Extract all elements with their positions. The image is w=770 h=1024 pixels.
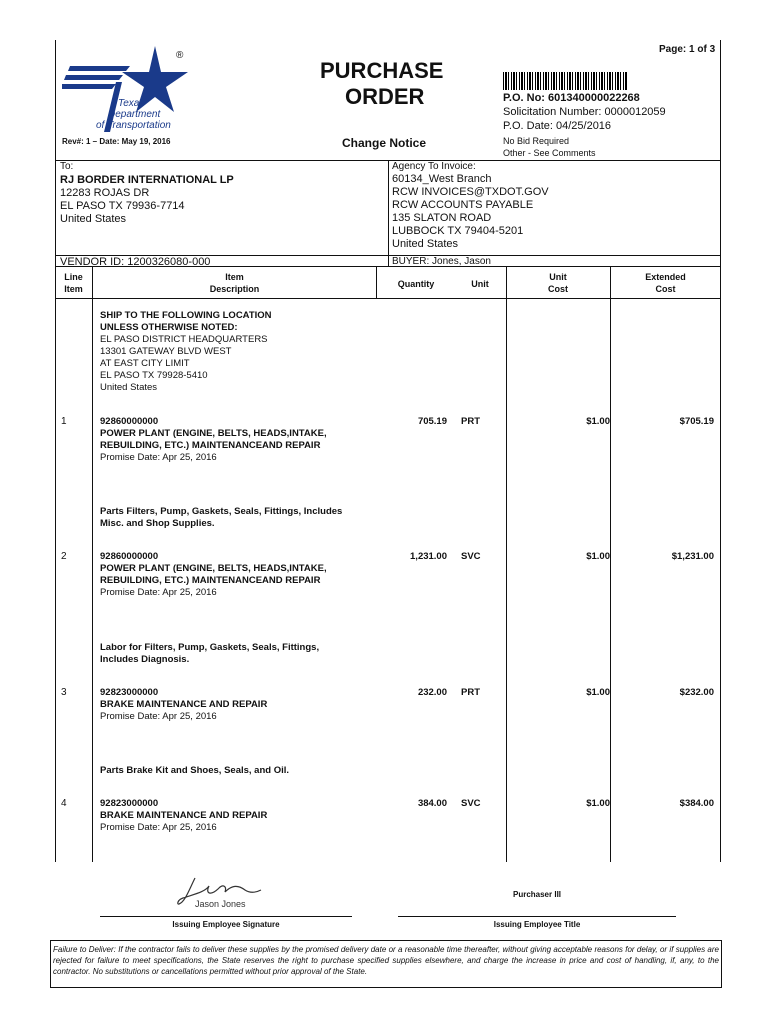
item-1-promise-date: Promise Date: Apr 25, 2016	[100, 452, 217, 463]
frame-right	[720, 40, 721, 862]
col-header-line-item	[55, 271, 92, 295]
ship-to-block	[100, 310, 272, 394]
logo-text-department: Department	[108, 109, 161, 120]
col-sep-4	[610, 266, 611, 862]
ship-line-3: EL PASO DISTRICT HEADQUARTERS	[100, 334, 268, 345]
item-4-line-number: 4	[61, 798, 67, 809]
item-1-line-number: 1	[61, 416, 67, 427]
col-header-quantity: Quantity	[397, 279, 435, 289]
solicitation-number: Solicitation Number: 0000012059	[503, 106, 666, 118]
item-1-desc-1: POWER PLANT (ENGINE, BELTS, HEADS,INTAKE,	[100, 428, 327, 439]
item-2-extended-cost: $1,231.00	[671, 551, 714, 562]
item-1-note-1: Parts Filters, Pump, Gaskets, Seals, Fittings, Includes	[100, 506, 343, 517]
frame-left	[55, 40, 56, 862]
item-1-description	[100, 416, 327, 464]
item-2-promise-date: Promise Date: Apr 25, 2016	[100, 587, 217, 598]
col-header-unit-cost-2: Cost	[548, 284, 568, 294]
agency-line-4: 135 SLATON ROAD	[392, 212, 492, 224]
item-1-unit-cost: $1.00	[586, 416, 610, 427]
page-number: Page: 1 of 3	[659, 44, 716, 55]
col-header-desc-item: Item	[225, 272, 244, 282]
vendor-address-2: EL PASO TX 79936-7714	[60, 200, 185, 212]
agency-line-5: LUBBOCK TX 79404-5201	[392, 225, 524, 237]
columns-bottom	[55, 298, 720, 299]
item-1-desc-2: REBUILDING, ETC.) MAINTENANCEAND REPAIR	[100, 440, 321, 451]
agency-line-3: RCW ACCOUNTS PAYABLE	[392, 199, 534, 211]
item-2-quantity: 1,231.00	[410, 551, 447, 562]
item-3-quantity: 232.00	[417, 687, 447, 698]
item-4-code: 92823000000	[100, 798, 159, 809]
item-3-desc-1: BRAKE MAINTENANCE AND REPAIR	[100, 699, 268, 710]
item-1-unit: PRT	[461, 416, 480, 427]
registered-mark: ®	[176, 50, 184, 61]
title-purchase: PURCHASE	[320, 58, 444, 83]
col-sep-1	[92, 266, 93, 862]
to-label: To:	[60, 161, 74, 172]
col-header-ext-cost-2: Cost	[655, 284, 676, 294]
item-3-promise-date: Promise Date: Apr 25, 2016	[100, 711, 217, 722]
ship-line-5: AT EAST CITY LIMIT	[100, 358, 190, 369]
ship-line-4: 13301 GATEWAY BLVD WEST	[100, 346, 232, 357]
ship-line-6: EL PASO TX 79928-5410	[100, 370, 208, 381]
col-header-line: Line	[64, 272, 83, 282]
item-4-description	[100, 798, 267, 834]
signature-name: Jason Jones	[195, 899, 246, 909]
title-order: ORDER	[345, 84, 425, 109]
col-header-unit-cost	[506, 271, 610, 295]
logo-text-transportation: of Transportation	[96, 120, 171, 131]
no-bid-required: No Bid Required	[503, 136, 570, 146]
agency-line-6: United States	[392, 238, 459, 250]
item-2-note	[100, 642, 319, 666]
col-header-unit: Unit	[471, 279, 489, 289]
failure-to-deliver-text: Failure to Deliver: If the contractor fails to deliver these supplies by the promised delivery date or a reasonable time thereafter, without giving acceptable reasons for delay, or if supplies are rejected for failure to meet specifications, the State reserves the right to purchase specified supplies elsewhere, and charge the increase in price and cost of handling, if, any, to the contractor. No substitutions or cancellations permitted without prior approval of the State.	[53, 945, 719, 976]
item-4-quantity: 384.00	[417, 798, 447, 809]
item-1-extended-cost: $705.19	[679, 416, 714, 427]
title-line	[398, 916, 676, 917]
revision-date: Rev#: 1 – Date: May 19, 2016	[62, 137, 171, 146]
item-4-unit-cost: $1.00	[586, 798, 610, 809]
txdot-logo	[60, 42, 195, 142]
employee-title-value: Purchaser III	[512, 890, 562, 899]
item-2-code: 92860000000	[100, 551, 159, 562]
item-2-line-number: 2	[61, 551, 67, 562]
failure-to-deliver-notice	[50, 940, 722, 988]
item-1-note	[100, 506, 342, 530]
vendor-name: RJ BORDER INTERNATIONAL LP	[60, 174, 234, 186]
po-number: P.O. No: 601340000022268	[503, 92, 640, 104]
vendor-address-1: 12283 ROJAS DR	[60, 187, 150, 199]
ship-line-1: SHIP TO THE FOLLOWING LOCATION	[100, 310, 272, 321]
buyer: BUYER: Jones, Jason	[392, 256, 491, 267]
item-3-note-1: Parts Brake Kit and Shoes, Seals, and Oil.	[100, 765, 290, 776]
ship-line-7: United States	[100, 382, 158, 393]
item-4-promise-date: Promise Date: Apr 25, 2016	[100, 822, 217, 833]
vendor-address-3: United States	[60, 213, 127, 225]
item-3-extended-cost: $232.00	[679, 687, 714, 698]
item-4-unit: SVC	[461, 798, 481, 809]
col-header-description	[93, 271, 376, 295]
item-2-desc-2: REBUILDING, ETC.) MAINTENANCEAND REPAIR	[100, 575, 321, 586]
item-2-description	[100, 551, 327, 599]
item-4-extended-cost: $384.00	[679, 798, 714, 809]
item-3-line-number: 3	[61, 687, 67, 698]
item-3-unit-cost: $1.00	[586, 687, 610, 698]
po-date: P.O. Date: 04/25/2016	[503, 120, 612, 132]
item-3-description	[100, 687, 267, 723]
item-2-desc-1: POWER PLANT (ENGINE, BELTS, HEADS,INTAKE,	[100, 563, 327, 574]
col-header-desc-description: Description	[209, 284, 260, 294]
col-sep-3	[506, 266, 507, 862]
item-1-code: 92860000000	[100, 416, 159, 427]
item-2-note-1: Labor for Filters, Pump, Gaskets, Seals, Fittings,	[100, 642, 320, 653]
vendor-id: VENDOR ID: 1200326080-000	[60, 256, 211, 268]
barcode-icon	[503, 72, 627, 90]
item-3-unit: PRT	[461, 687, 480, 698]
change-notice: Change Notice	[342, 136, 427, 150]
signature-line	[100, 916, 352, 917]
item-2-unit-cost: $1.00	[586, 551, 610, 562]
col-header-unit-cost-1: Unit	[549, 272, 567, 282]
item-1-quantity: 705.19	[417, 416, 447, 427]
col-header-item: Item	[64, 284, 83, 294]
ship-line-2: UNLESS OTHERWISE NOTED:	[100, 322, 238, 333]
signature-label: Issuing Employee Signature	[172, 920, 280, 929]
other-see-comments: Other - See Comments	[503, 148, 596, 158]
employee-title-label: Issuing Employee Title	[493, 920, 581, 929]
item-1-note-2: Misc. and Shop Supplies.	[100, 518, 215, 529]
col-header-ext-cost-1: Extended	[645, 272, 686, 282]
agency-label: Agency To Invoice:	[392, 161, 476, 172]
logo-text-texas: Texas	[118, 98, 145, 109]
item-2-unit: SVC	[461, 551, 481, 562]
item-3-code: 92823000000	[100, 687, 159, 698]
col-header-extended-cost	[611, 271, 720, 295]
item-3-note	[100, 765, 289, 777]
item-2-note-2: Includes Diagnosis.	[100, 654, 190, 665]
address-divider	[388, 160, 389, 266]
agency-line-1: 60134_West Branch	[392, 173, 492, 185]
agency-line-2: RCW INVOICES@TXDOT.GOV	[392, 186, 549, 198]
item-4-desc-1: BRAKE MAINTENANCE AND REPAIR	[100, 810, 268, 821]
